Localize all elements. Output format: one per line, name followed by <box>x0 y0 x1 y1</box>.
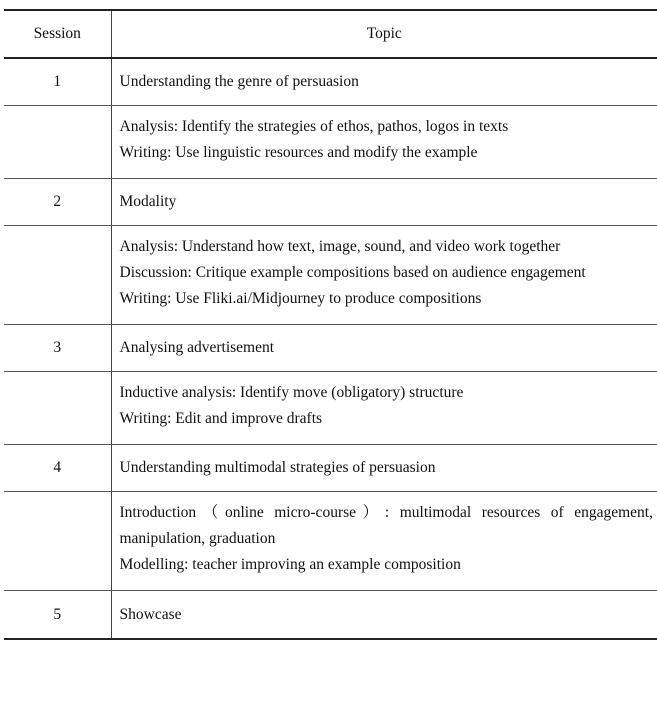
table-row <box>4 372 657 445</box>
session-detail-line: Writing: Use linguistic resources and modify the example <box>119 144 478 161</box>
table-header-row <box>4 10 657 58</box>
table-row <box>4 445 657 492</box>
session-topic-table <box>4 9 657 640</box>
session-detail-line: Writing: Edit and improve drafts <box>119 410 323 427</box>
session-detail-line: Writing: Use Fliki.ai/Midjourney to produce compositions <box>119 290 482 307</box>
session-topic-table-wrapper <box>4 9 657 640</box>
session-details <box>111 106 657 179</box>
session-number: 2 <box>4 179 111 226</box>
session-detail-line: Analysis: Identify the strategies of ethos, pathos, logos in texts <box>119 118 509 135</box>
table-row <box>4 58 657 106</box>
session-title: Understanding the genre of persuasion <box>111 58 657 106</box>
session-number-empty <box>4 106 111 179</box>
session-number: 3 <box>4 325 111 372</box>
table-row <box>4 591 657 640</box>
session-detail-line: Modelling: teacher improving an example composition <box>119 556 461 573</box>
session-details <box>111 492 657 591</box>
session-number: 5 <box>4 591 111 640</box>
session-number-empty <box>4 372 111 445</box>
table-row <box>4 226 657 325</box>
session-title: Understanding multimodal strategies of persuasion <box>111 445 657 492</box>
session-number-empty <box>4 226 111 325</box>
session-number: 4 <box>4 445 111 492</box>
table-row <box>4 179 657 226</box>
table-row <box>4 325 657 372</box>
session-detail-line: Analysis: Understand how text, image, sound, and video work together <box>119 238 561 255</box>
header-session: Session <box>4 10 111 58</box>
session-detail-line: Inductive analysis: Identify move (obligatory) structure <box>119 384 464 401</box>
table-row <box>4 106 657 179</box>
table-row <box>4 492 657 591</box>
session-title: Showcase <box>111 591 657 640</box>
session-number: 1 <box>4 58 111 106</box>
session-details <box>111 226 657 325</box>
session-details <box>111 372 657 445</box>
session-title: Modality <box>111 179 657 226</box>
session-number-empty <box>4 492 111 591</box>
session-detail-line: Introduction（online micro-course）: multimodal resources of engagement, manipulation, graduation <box>119 504 653 547</box>
session-title: Analysing advertisement <box>111 325 657 372</box>
session-detail-line: Discussion: Critique example compositions based on audience engagement <box>119 264 586 281</box>
header-topic: Topic <box>111 10 657 58</box>
